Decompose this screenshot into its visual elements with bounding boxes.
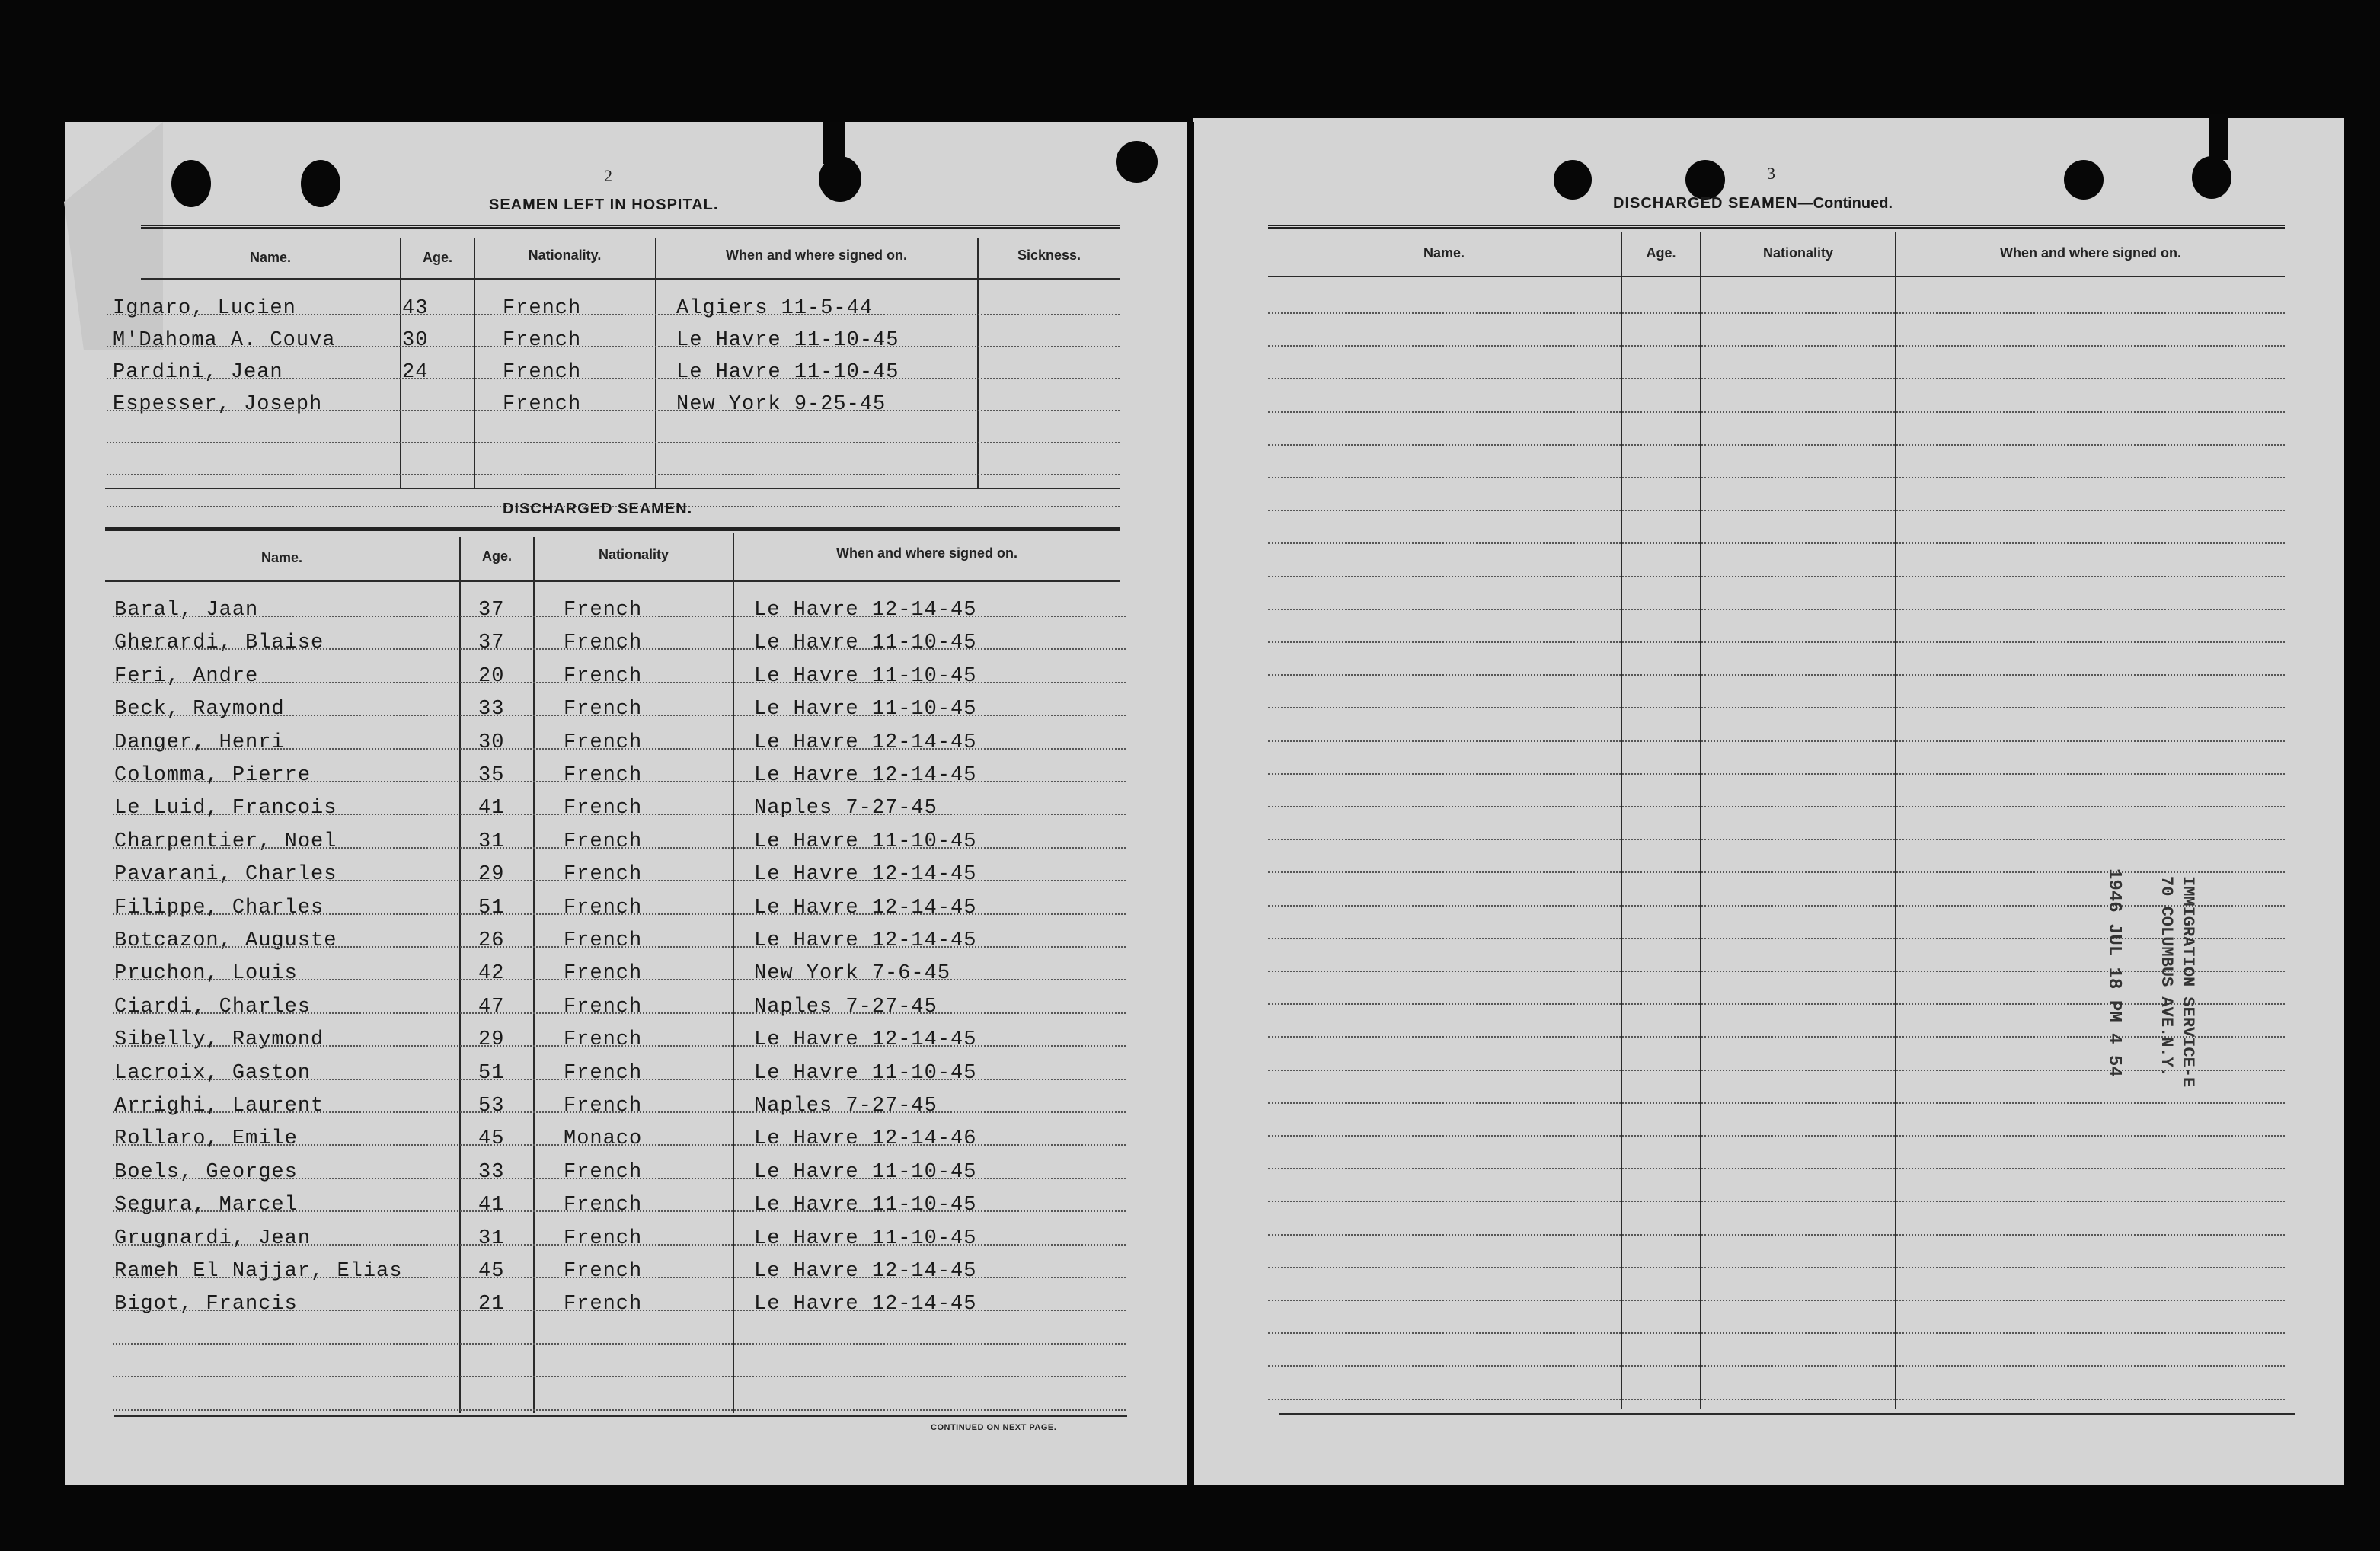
discharged-nationality-cell: French — [564, 863, 643, 886]
discharged-nationality-cell: French — [564, 1260, 643, 1283]
entry-line — [1268, 477, 2285, 478]
column-header-name: Name. — [249, 250, 292, 265]
punch-hole — [301, 160, 340, 207]
discharged-nationality-cell: French — [564, 665, 643, 688]
entry-line — [113, 913, 1126, 915]
entry-line — [1268, 1300, 2285, 1301]
table-rule — [105, 527, 1120, 531]
hospital-nationality-cell: French — [503, 361, 582, 384]
heading-sub: —Continued. — [1797, 195, 1893, 212]
discharged-signed-on-cell: Naples 7-27-45 — [754, 797, 938, 820]
column-header-age: Age. — [481, 548, 512, 564]
discharged-nationality-cell: French — [564, 1194, 643, 1217]
hospital-signed-on-cell: Le Havre 11-10-45 — [676, 329, 899, 352]
entry-line — [1268, 971, 2285, 972]
discharged-signed-on-cell: Le Havre 12-14-45 — [754, 731, 977, 754]
hospital-nationality-cell: French — [503, 297, 582, 320]
column-rule — [1621, 232, 1622, 1409]
discharged-name-cell: Botcazon, Auguste — [114, 929, 337, 952]
discharged-signed-on-cell: Le Havre 11-10-45 — [754, 698, 977, 721]
discharged-signed-on-cell: Le Havre 11-10-45 — [754, 1227, 977, 1250]
received-stamp-date: 1946 JUL 18 PM 4 54 — [2104, 868, 2124, 1077]
entry-line — [113, 1244, 1126, 1246]
discharged-signed-on-cell: Le Havre 12-14-45 — [754, 1028, 977, 1051]
entry-line — [113, 946, 1126, 948]
entry-line — [1268, 345, 2285, 347]
entry-line — [113, 715, 1126, 716]
discharged-age-cell: 45 — [478, 1127, 505, 1150]
entry-line — [113, 847, 1126, 849]
entry-line — [113, 1409, 1126, 1411]
discharged-nationality-cell: French — [564, 599, 643, 622]
entry-line — [113, 979, 1126, 980]
heading-main: DISCHARGED SEAMEN — [1613, 195, 1798, 212]
entry-line — [107, 378, 1120, 379]
column-rule — [1895, 232, 1896, 1409]
entry-line — [1268, 1332, 2285, 1334]
entry-line — [113, 616, 1126, 617]
hospital-signed-on-cell: Le Havre 11-10-45 — [676, 361, 899, 384]
discharged-age-cell: 26 — [478, 929, 505, 952]
discharged-age-cell: 31 — [478, 830, 505, 853]
discharged-name-cell: Beck, Raymond — [114, 698, 285, 721]
discharged-age-cell: 42 — [478, 962, 505, 985]
discharged-age-cell: 53 — [478, 1095, 505, 1118]
discharged-name-cell: Ciardi, Charles — [114, 996, 311, 1019]
entry-line — [113, 682, 1126, 683]
page-number: 3 — [1767, 164, 1775, 183]
discharged-signed-on-cell: Le Havre 11-10-45 — [754, 1161, 977, 1184]
discharged-nationality-cell: French — [564, 1062, 643, 1085]
entry-line — [113, 1045, 1126, 1047]
entry-line — [1268, 871, 2285, 873]
discharged-signed-on-cell: Le Havre 12-14-45 — [754, 1293, 977, 1316]
punch-hole — [1685, 160, 1725, 200]
entry-line — [1268, 542, 2285, 544]
hospital-name-cell: M'Dahoma A. Couva — [113, 329, 336, 352]
discharged-age-cell: 45 — [478, 1260, 505, 1283]
received-stamp-office: IMMIGRATION SERVICE-E — [2178, 876, 2197, 1088]
discharged-name-cell: Boels, Georges — [114, 1161, 298, 1184]
discharged-nationality-cell: French — [564, 1095, 643, 1118]
discharged-signed-on-cell: Le Havre 11-10-45 — [754, 665, 977, 688]
discharged-nationality-cell: French — [564, 897, 643, 919]
discharged-name-cell: Bigot, Francis — [114, 1293, 298, 1316]
column-rule — [733, 533, 734, 1413]
entry-line — [1268, 839, 2285, 840]
discharged-nationality-cell: French — [564, 996, 643, 1019]
entry-line — [113, 1079, 1126, 1080]
discharged-name-cell: Le Luid, Francois — [114, 797, 337, 820]
column-rule — [1700, 232, 1701, 1409]
hospital-name-cell: Espesser, Joseph — [113, 393, 323, 416]
received-stamp-address: 70 COLUMBUS AVE.N.Y. — [2157, 876, 2176, 1078]
entry-line — [113, 1111, 1126, 1113]
entry-line — [113, 748, 1126, 750]
discharged-nationality-cell: French — [564, 1227, 643, 1250]
discharged-name-cell: Danger, Henri — [114, 731, 285, 754]
discharged-signed-on-cell: Naples 7-27-45 — [754, 1095, 938, 1118]
entry-line — [1268, 1070, 2285, 1071]
entry-line — [1268, 1201, 2285, 1202]
entry-line — [1268, 905, 2285, 907]
column-rule — [977, 238, 979, 489]
entry-line — [113, 1178, 1126, 1179]
column-rule — [400, 238, 401, 489]
table-rule — [114, 1415, 1127, 1417]
punch-hole — [2192, 156, 2231, 199]
hospital-name-cell: Pardini, Jean — [113, 361, 283, 384]
discharged-name-cell: Charpentier, Noel — [114, 830, 337, 853]
discharged-name-cell: Lacroix, Gaston — [114, 1062, 311, 1085]
punch-hole — [1554, 160, 1592, 200]
entry-line — [113, 1144, 1126, 1146]
hospital-age-cell: 43 — [402, 297, 429, 320]
discharged-signed-on-cell: Le Havre 12-14-45 — [754, 929, 977, 952]
discharged-nationality-cell: French — [564, 632, 643, 654]
table-rule — [105, 580, 1120, 582]
entry-line — [107, 442, 1120, 443]
hospital-nationality-cell: French — [503, 393, 582, 416]
entry-line — [1268, 1135, 2285, 1137]
discharged-name-cell: Sibelly, Raymond — [114, 1028, 324, 1051]
table-rule — [141, 278, 1120, 280]
table-rule — [1268, 225, 2285, 229]
entry-line — [1268, 1102, 2285, 1104]
column-header-age: Age. — [422, 250, 452, 265]
discharged-age-cell: 35 — [478, 764, 505, 787]
entry-line — [113, 1310, 1126, 1311]
punch-hole — [171, 160, 211, 207]
discharged-name-cell: Grugnardi, Jean — [114, 1227, 311, 1250]
discharged-age-cell: 51 — [478, 1062, 505, 1085]
discharged-name-cell: Feri, Andre — [114, 665, 259, 688]
discharged-name-cell: Rameh El Najjar, Elias — [114, 1260, 403, 1283]
entry-line — [1268, 609, 2285, 610]
discharged-nationality-cell: French — [564, 797, 643, 820]
entry-line — [113, 1210, 1126, 1212]
column-header-age: Age. — [1646, 245, 1676, 261]
discharged-name-cell: Pruchon, Louis — [114, 962, 298, 985]
hospital-signed-on-cell: New York 9-25-45 — [676, 393, 887, 416]
discharged-signed-on-cell: Le Havre 12-14-45 — [754, 897, 977, 919]
discharged-name-cell: Segura, Marcel — [114, 1194, 298, 1217]
column-rule — [655, 238, 656, 489]
discharged-name-cell: Filippe, Charles — [114, 897, 324, 919]
entry-line — [113, 1376, 1126, 1377]
discharged-name-cell: Rollaro, Emile — [114, 1127, 298, 1150]
hospital-nationality-cell: French — [503, 329, 582, 352]
entry-line — [107, 314, 1120, 315]
entry-line — [1268, 707, 2285, 708]
entry-line — [113, 814, 1126, 815]
discharged-heading: DISCHARGED SEAMEN. — [503, 500, 693, 517]
discharged-name-cell: Arrighi, Laurent — [114, 1095, 324, 1118]
hospital-name-cell: Ignaro, Lucien — [113, 297, 296, 320]
discharged-age-cell: 41 — [478, 1194, 505, 1217]
discharged-age-cell: 20 — [478, 665, 505, 688]
column-header-signed-on: When and where signed on. — [1999, 245, 2182, 261]
page-number: 2 — [604, 166, 612, 185]
entry-line — [1268, 740, 2285, 742]
discharged-signed-on-cell: Le Havre 12-14-46 — [754, 1127, 977, 1150]
column-header-signed-on: When and where signed on. — [835, 545, 1018, 561]
entry-line — [1268, 576, 2285, 577]
entry-line — [1268, 411, 2285, 413]
discharged-signed-on-cell: Le Havre 11-10-45 — [754, 1062, 977, 1085]
entry-line — [113, 1012, 1126, 1014]
entry-line — [113, 781, 1126, 782]
punch-hole — [2209, 114, 2228, 160]
continued-note: CONTINUED ON NEXT PAGE. — [931, 1423, 1057, 1432]
discharged-nationality-cell: French — [564, 1028, 643, 1051]
entry-line — [1268, 806, 2285, 807]
entry-line — [113, 1343, 1126, 1345]
page-gutter — [1187, 122, 1194, 1485]
entry-line — [1268, 378, 2285, 379]
column-header-name: Name. — [1423, 245, 1465, 261]
discharged-signed-on-cell: Le Havre 11-10-45 — [754, 830, 977, 853]
discharged-signed-on-cell: Le Havre 12-14-45 — [754, 863, 977, 886]
discharged-age-cell: 51 — [478, 897, 505, 919]
entry-line — [1268, 674, 2285, 676]
table-rule — [1279, 1413, 2295, 1415]
discharged-nationality-cell: French — [564, 929, 643, 952]
entry-line — [1268, 1365, 2285, 1367]
discharged-name-cell: Gherardi, Blaise — [114, 632, 324, 654]
entry-line — [113, 880, 1126, 881]
entry-line — [1268, 1399, 2285, 1400]
discharged-nationality-cell: French — [564, 830, 643, 853]
entry-line — [1268, 312, 2285, 314]
entry-line — [1268, 773, 2285, 775]
column-header-name: Name. — [260, 550, 303, 565]
discharged-age-cell: 37 — [478, 599, 505, 622]
hospital-signed-on-cell: Algiers 11-5-44 — [676, 297, 874, 320]
discharged-signed-on-cell: New York 7-6-45 — [754, 962, 951, 985]
column-rule — [533, 537, 535, 1413]
discharged-age-cell: 21 — [478, 1293, 505, 1316]
column-header-nationality: Nationality. — [528, 248, 602, 263]
discharged-signed-on-cell: Le Havre 11-10-45 — [754, 632, 977, 654]
entry-line — [1268, 1168, 2285, 1169]
entry-line — [1268, 1036, 2285, 1038]
discharged-nationality-cell: Monaco — [564, 1127, 643, 1150]
discharged-signed-on-cell: Le Havre 12-14-45 — [754, 1260, 977, 1283]
entry-line — [1268, 1003, 2285, 1005]
entry-line — [107, 474, 1120, 475]
hospital-age-cell: 24 — [402, 361, 429, 384]
discharged-signed-on-cell: Le Havre 12-14-45 — [754, 599, 977, 622]
discharged-age-cell: 29 — [478, 1028, 505, 1051]
column-rule — [459, 537, 461, 1413]
punch-hole — [823, 122, 845, 164]
table-rule — [105, 488, 1120, 489]
discharged-signed-on-cell: Naples 7-27-45 — [754, 996, 938, 1019]
discharged-age-cell: 37 — [478, 632, 505, 654]
discharged-age-cell: 33 — [478, 698, 505, 721]
hospital-heading: SEAMEN LEFT IN HOSPITAL. — [489, 197, 719, 213]
discharged-signed-on-cell: Le Havre 12-14-45 — [754, 764, 977, 787]
entry-line — [1268, 510, 2285, 511]
table-rule — [141, 225, 1120, 229]
discharged-name-cell: Baral, Jaan — [114, 599, 259, 622]
column-header-signed-on: When and where signed on. — [725, 248, 908, 263]
discharged-age-cell: 33 — [478, 1161, 505, 1184]
entry-line — [107, 346, 1120, 347]
hospital-age-cell: 30 — [402, 329, 429, 352]
discharged-nationality-cell: French — [564, 731, 643, 754]
punch-hole — [2064, 160, 2104, 200]
discharged-nationality-cell: French — [564, 1293, 643, 1316]
column-header-nationality: Nationality — [598, 547, 669, 562]
discharged-age-cell: 47 — [478, 996, 505, 1019]
entry-line — [1268, 1234, 2285, 1236]
discharged-age-cell: 30 — [478, 731, 505, 754]
entry-line — [1268, 938, 2285, 939]
entry-line — [113, 1277, 1126, 1278]
entry-line — [1268, 444, 2285, 446]
discharged-name-cell: Colomma, Pierre — [114, 764, 311, 787]
discharged-nationality-cell: French — [564, 962, 643, 985]
column-header-nationality: Nationality — [1762, 245, 1833, 261]
punch-hole — [1116, 141, 1158, 183]
entry-line — [1268, 1267, 2285, 1268]
discharged-name-cell: Pavarani, Charles — [114, 863, 337, 886]
table-rule — [1268, 276, 2285, 277]
discharged-age-cell: 29 — [478, 863, 505, 886]
discharged-continued-heading — [1613, 195, 1893, 213]
entry-line — [1268, 641, 2285, 643]
discharged-nationality-cell: French — [564, 698, 643, 721]
discharged-nationality-cell: French — [564, 764, 643, 787]
discharged-age-cell: 41 — [478, 797, 505, 820]
discharged-age-cell: 31 — [478, 1227, 505, 1250]
column-rule — [474, 238, 475, 489]
entry-line — [113, 648, 1126, 650]
right-page — [1193, 118, 2344, 1485]
discharged-nationality-cell: French — [564, 1161, 643, 1184]
discharged-signed-on-cell: Le Havre 11-10-45 — [754, 1194, 977, 1217]
column-header-sickness: Sickness. — [1017, 248, 1081, 263]
entry-line — [107, 410, 1120, 411]
